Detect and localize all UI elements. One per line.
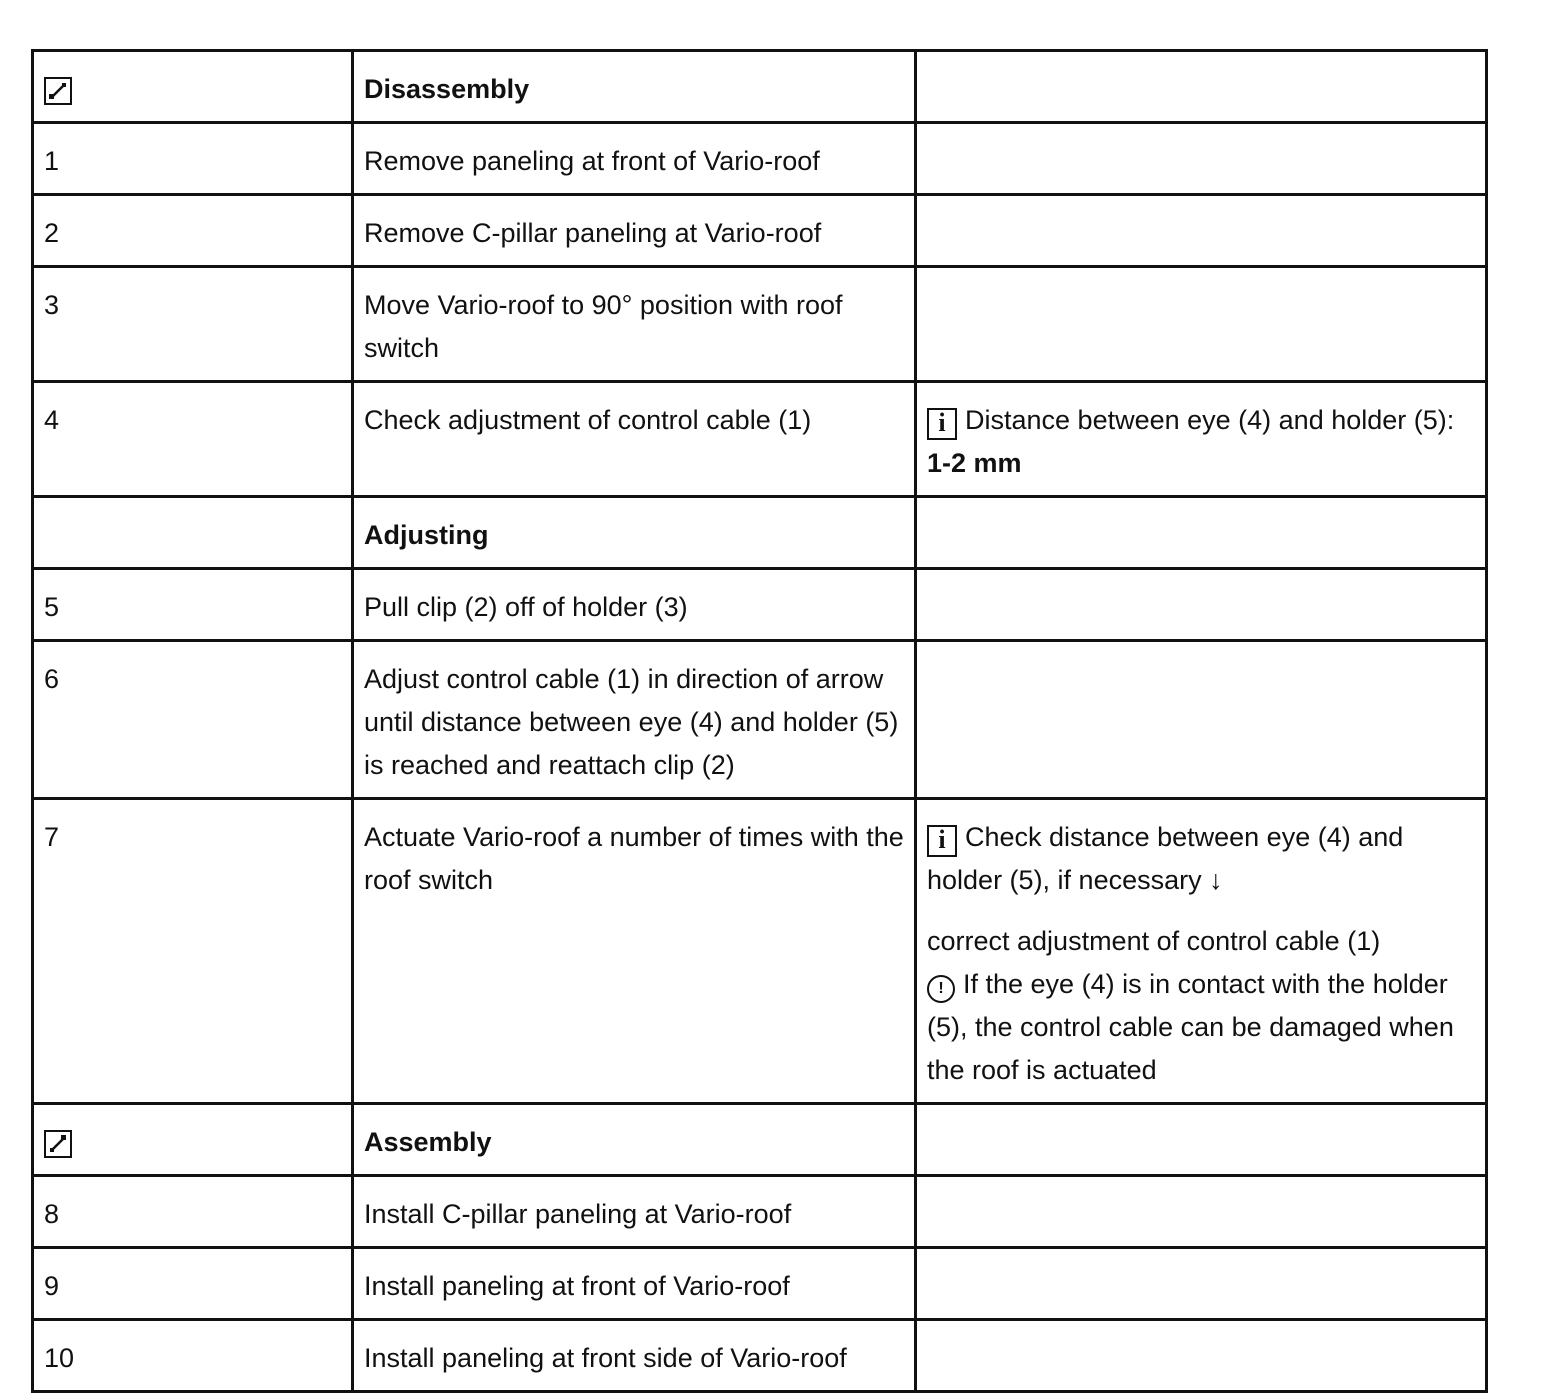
step-action: Check adjustment of control cable (1) xyxy=(353,382,916,497)
step-number: 1 xyxy=(33,123,353,195)
note-cell xyxy=(916,569,1487,641)
note-cell xyxy=(916,123,1487,195)
note-line: correct adjustment of control cable (1) xyxy=(927,926,1381,956)
note-text: Distance between eye (4) and holder (5): xyxy=(965,405,1455,435)
section-heading-disassembly: Disassembly xyxy=(353,51,916,123)
step-number: 5 xyxy=(33,569,353,641)
step-cell xyxy=(33,1104,353,1176)
table-row xyxy=(33,497,1487,569)
table-row xyxy=(33,1248,1487,1320)
info-icon: i xyxy=(927,825,957,857)
note-cell xyxy=(916,267,1487,382)
note-cell xyxy=(916,51,1487,123)
section-heading-adjusting: Adjusting xyxy=(353,497,916,569)
step-action: Move Vario-roof to 90° position with roof switch xyxy=(353,267,916,382)
note-cell xyxy=(916,497,1487,569)
step-action: Actuate Vario-roof a number of times with the roof switch xyxy=(353,799,916,1104)
step-action: Install paneling at front side of Vario-roof xyxy=(353,1320,916,1392)
step-number: 4 xyxy=(33,382,353,497)
table-row xyxy=(33,195,1487,267)
note-value: 1-2 mm xyxy=(927,448,1022,478)
step-action: Remove C-pillar paneling at Vario-roof xyxy=(353,195,916,267)
table-row xyxy=(33,1176,1487,1248)
step-action: Install C-pillar paneling at Vario-roof xyxy=(353,1176,916,1248)
warning-icon: ! xyxy=(927,975,955,1003)
step-number: 9 xyxy=(33,1248,353,1320)
disassembly-icon xyxy=(44,77,72,105)
assembly-icon xyxy=(44,1130,72,1158)
table-row xyxy=(33,123,1487,195)
table-row xyxy=(33,569,1487,641)
note-cell xyxy=(916,1248,1487,1320)
note-cell xyxy=(916,382,1487,497)
step-number: 10 xyxy=(33,1320,353,1392)
note-cell xyxy=(916,641,1487,799)
step-cell xyxy=(33,497,353,569)
step-number: 6 xyxy=(33,641,353,799)
table-row xyxy=(33,1104,1487,1176)
note-text: Check distance between eye (4) and holder (5), if necessary ↓ xyxy=(927,822,1404,895)
note-cell xyxy=(916,799,1487,1104)
table-row xyxy=(33,267,1487,382)
table-row xyxy=(33,799,1487,1104)
table-row xyxy=(33,51,1487,123)
step-action: Remove paneling at front of Vario-roof xyxy=(353,123,916,195)
section-heading-assembly: Assembly xyxy=(353,1104,916,1176)
step-cell xyxy=(33,51,353,123)
step-action: Adjust control cable (1) in direction of arrow until distance between eye (4) and holder (5) is reached and reattach clip (2) xyxy=(353,641,916,799)
note-cell xyxy=(916,195,1487,267)
info-icon: i xyxy=(927,408,957,440)
note-cell xyxy=(916,1176,1487,1248)
step-number: 8 xyxy=(33,1176,353,1248)
table-row xyxy=(33,1320,1487,1392)
step-number: 7 xyxy=(33,799,353,1104)
step-action: Pull clip (2) off of holder (3) xyxy=(353,569,916,641)
warning-text: If the eye (4) is in contact with the holder (5), the control cable can be damaged when the roof is actuated xyxy=(927,969,1454,1085)
step-number: 2 xyxy=(33,195,353,267)
note-cell xyxy=(916,1104,1487,1176)
step-number: 3 xyxy=(33,267,353,382)
table-row xyxy=(33,641,1487,799)
note-line xyxy=(927,816,1475,902)
procedure-table xyxy=(31,49,1488,1393)
note-cell xyxy=(916,1320,1487,1392)
table-row xyxy=(33,382,1487,497)
note-line xyxy=(927,963,1475,1092)
step-action: Install paneling at front of Vario-roof xyxy=(353,1248,916,1320)
